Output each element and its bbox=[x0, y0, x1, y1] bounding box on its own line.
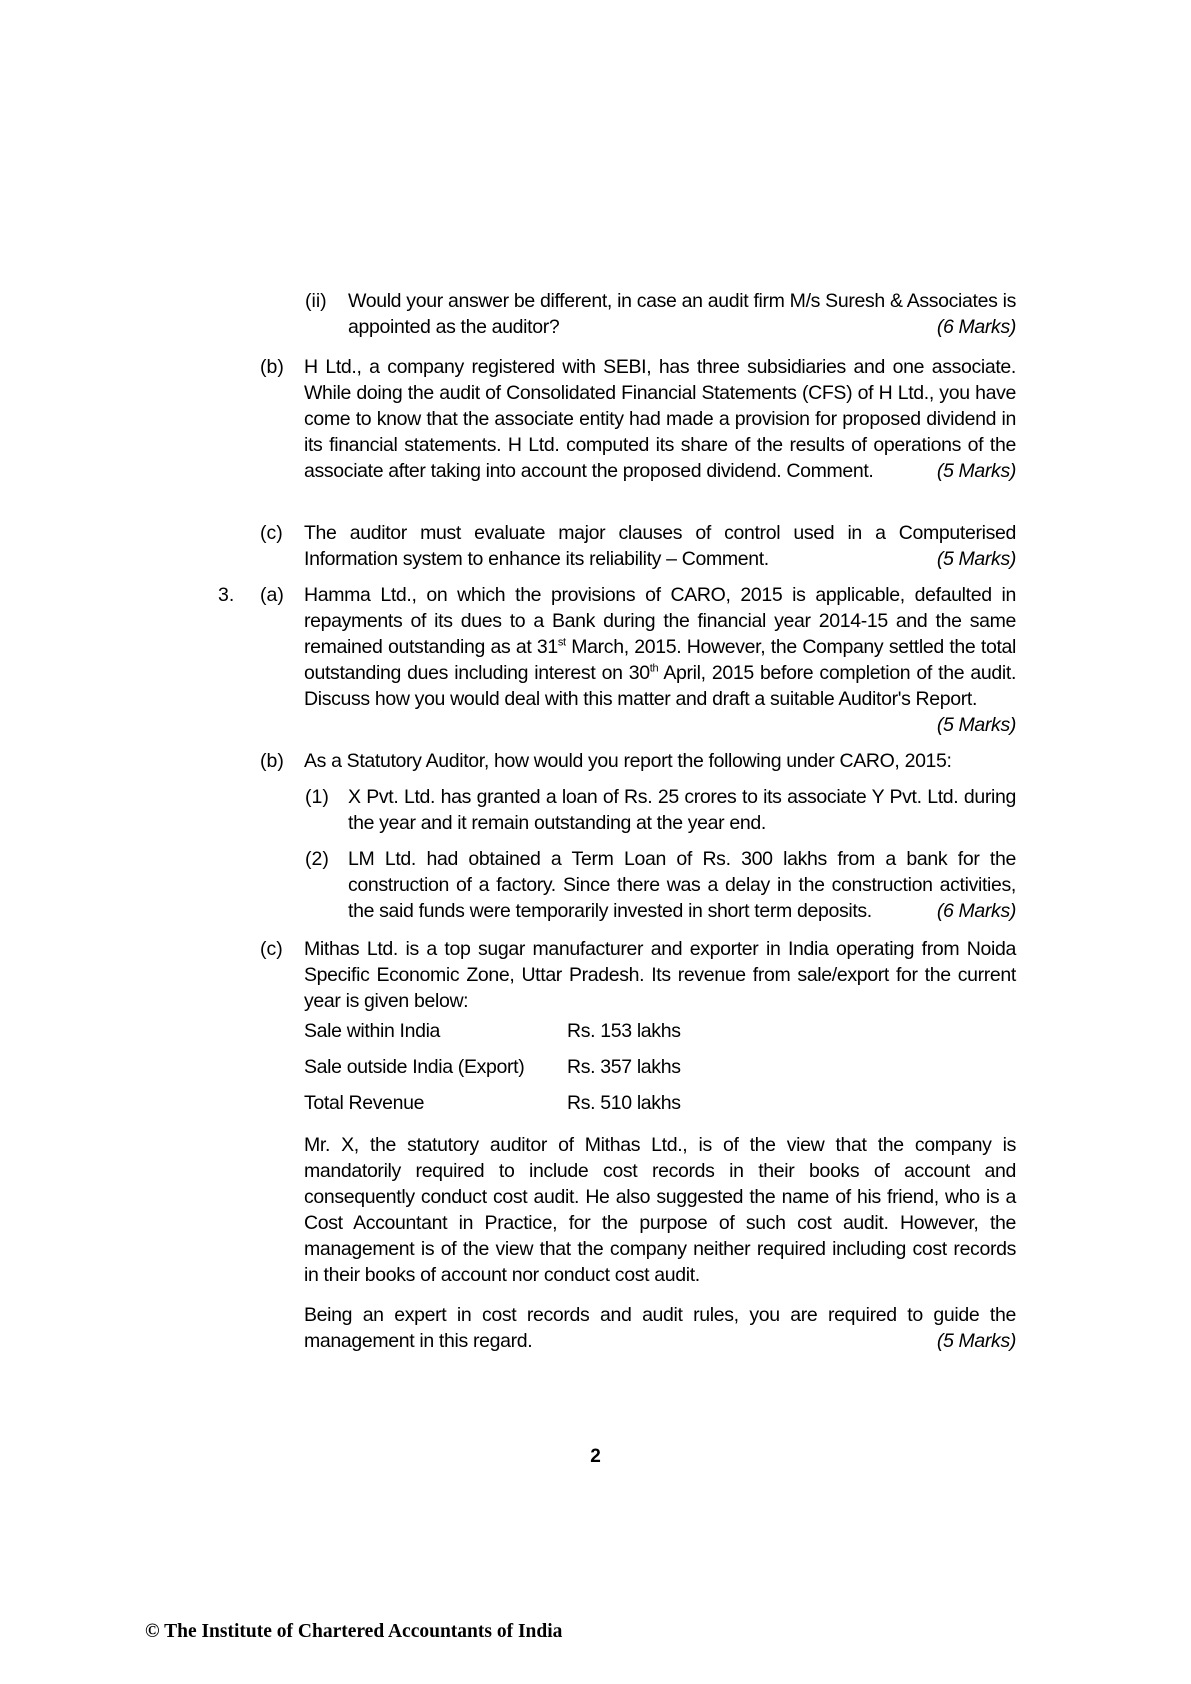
table-row bbox=[304, 1090, 804, 1116]
q3-c-para-3 bbox=[304, 1302, 1016, 1354]
q3-b-label: (b) bbox=[260, 750, 284, 772]
table-cell-item: Sale outside India (Export) bbox=[304, 1056, 525, 1078]
q3-number: 3. bbox=[218, 584, 235, 606]
table-cell-amount: Rs. 153 lakhs bbox=[567, 1020, 681, 1042]
q2-c-body: The auditor must evaluate major clauses of control used in a Computerised Information system to enhance its reliability – Comment. bbox=[304, 522, 1016, 570]
q3-a-body-1: Hamma Ltd., on which the provisions of CARO, 2015 is applicable, defaulted in repayments of its dues to a Bank during the financial year 2014-15 and the same remained outstanding as at 31 bbox=[304, 584, 1016, 658]
table-row bbox=[304, 1054, 804, 1080]
q3-b-text: As a Statutory Auditor, how would you report the following under CARO, 2015: bbox=[304, 750, 952, 772]
q3-a-text bbox=[304, 582, 1016, 738]
q2-c-marks: (5 Marks) bbox=[936, 548, 1016, 570]
q3-b-item-2-body: LM Ltd. had obtained a Term Loan of Rs. 300 lakhs from a bank for the construction of a factory. Since there was a delay in the construction activities, the said funds were temporarily invested in short term deposits. bbox=[348, 848, 1016, 922]
q3-c-text: Mithas Ltd. is a top sugar manufacturer and exporter in India operating from Noida Specific Economic Zone, Uttar Pradesh. Its revenue from sale/export for the current year is given below: bbox=[304, 938, 1016, 1012]
q3-b-item-1-label: (1) bbox=[305, 786, 329, 808]
q3-a-marks: (5 Marks) bbox=[936, 714, 1016, 736]
page-number: 2 bbox=[590, 1446, 601, 1467]
q2-b-label: (b) bbox=[260, 356, 284, 378]
q2-c-label: (c) bbox=[260, 522, 283, 544]
q3-c-marks: (5 Marks) bbox=[936, 1330, 1016, 1352]
table-cell-item: Total Revenue bbox=[304, 1092, 425, 1114]
table-cell-amount: Rs. 357 lakhs bbox=[567, 1056, 681, 1078]
q3-a-sup-1: st bbox=[557, 636, 566, 649]
q3-b-item-2-label: (2) bbox=[305, 848, 329, 870]
q3-b-item-2-text bbox=[348, 846, 1016, 924]
q2-a-ii-body: Would your answer be different, in case an audit firm M/s Suresh & Associates is appointed as the auditor? bbox=[348, 290, 1016, 338]
q2-a-ii-text bbox=[348, 288, 1016, 340]
q2-b-marks: (5 Marks) bbox=[936, 460, 1016, 482]
q3-a-body-2: March, 2015. However, the Company settled the total outstanding dues including interest on 30 bbox=[304, 636, 1016, 684]
q3-b-item-2-marks: (6 Marks) bbox=[936, 900, 1016, 922]
q3-a-body-3: April, 2015 before completion of the audit. Discuss how you would deal with this matter and draft a suitable Auditor's Report. bbox=[304, 662, 1017, 710]
q3-c-para-2: Mr. X, the statutory auditor of Mithas Ltd., is of the view that the company is mandatorily required to include cost records in their books of account and consequently conduct cost audit. He also suggested the name of his friend, who is a Cost Accountant in Practice, for the purpose of such cost audit. However, the management is of the view that the company neither required including cost records in their books of account nor conduct cost audit. bbox=[304, 1134, 1016, 1286]
table-cell-item: Sale within India bbox=[304, 1020, 441, 1042]
q2-b-body: H Ltd., a company registered with SEBI, has three subsidiaries and one associate. While doing the audit of Consolidated Financial Statements (CFS) of H Ltd., you have come to know that the associate entity had made a provision for proposed dividend in its financial statements. H Ltd. computed its share of the results of operations of the associate after taking into account the proposed dividend. Comment. bbox=[304, 356, 1016, 482]
q2-a-ii-label: (ii) bbox=[305, 290, 327, 312]
q3-c-label: (c) bbox=[260, 938, 283, 960]
q3-a-sup-2: th bbox=[649, 662, 659, 675]
q2-c-text bbox=[304, 520, 1016, 572]
table-cell-amount: Rs. 510 lakhs bbox=[567, 1092, 681, 1114]
q3-b-item-1-text: X Pvt. Ltd. has granted a loan of Rs. 25 crores to its associate Y Pvt. Ltd. during the year and it remain outstanding at the year end. bbox=[348, 786, 1016, 834]
q3-c-para-3-body: Being an expert in cost records and audit rules, you are required to guide the management in this regard. bbox=[304, 1304, 1016, 1352]
q3-a-label: (a) bbox=[260, 584, 284, 606]
q2-b-text bbox=[304, 354, 1016, 484]
q2-a-ii-marks: (6 Marks) bbox=[936, 316, 1016, 338]
table-row bbox=[304, 1018, 804, 1044]
footer-copyright: © The Institute of Chartered Accountants of India bbox=[145, 1621, 563, 1642]
